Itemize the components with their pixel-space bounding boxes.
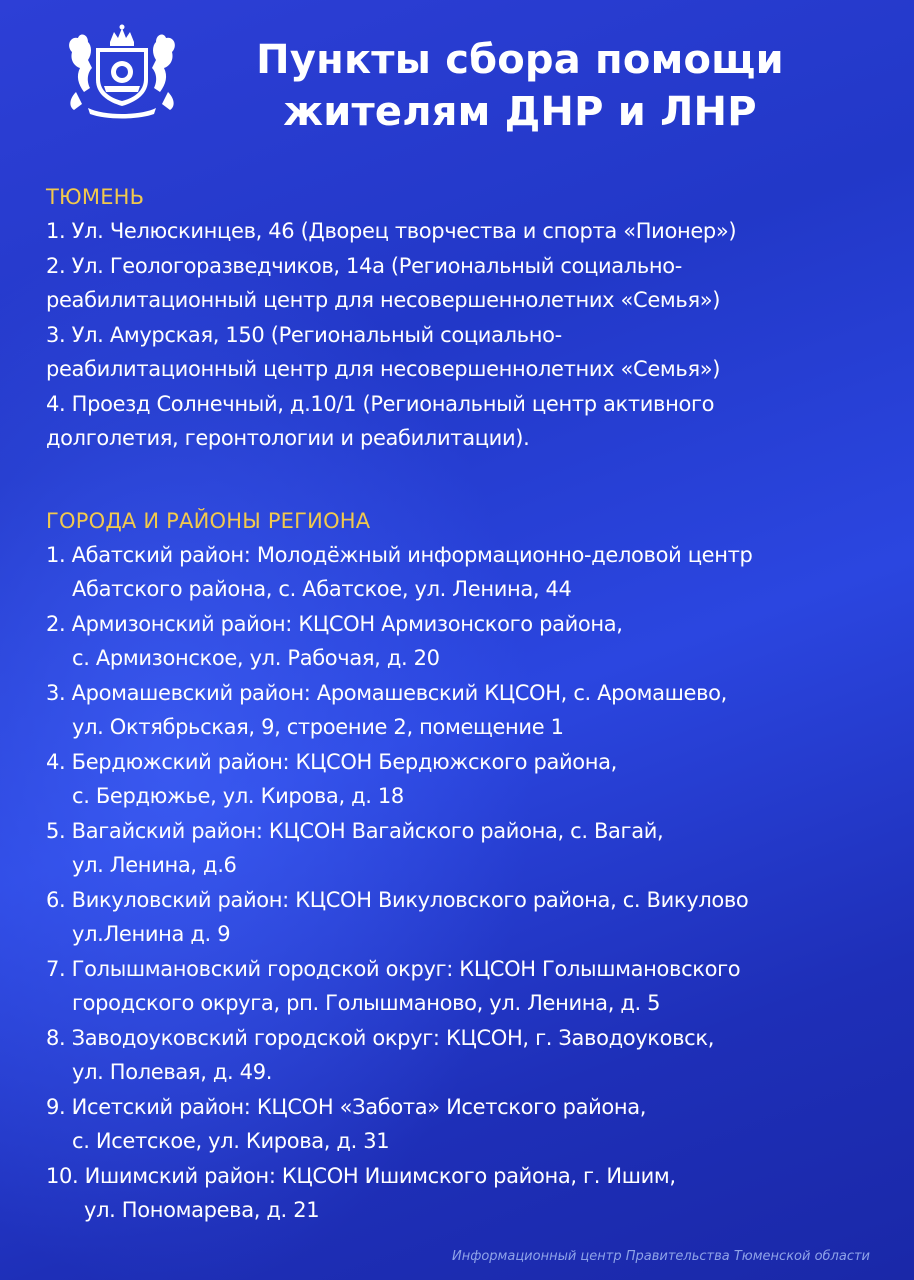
list-item	[46, 676, 896, 745]
list-item	[46, 318, 896, 387]
list-item	[46, 952, 896, 1021]
item-line: реабилитационный центр для несовершеннолетних «Семья»)	[46, 288, 721, 312]
list-item	[46, 249, 896, 318]
section-tyumen	[46, 180, 896, 456]
footer-credit: Информационный центр Правительства Тюменской области	[452, 1249, 870, 1264]
item-line: 9. Исетский район: КЦСОН «Забота» Исетского района,	[46, 1094, 647, 1119]
item-line: 4. Проезд Солнечный, д.10/1 (Региональный центр активного	[46, 391, 715, 416]
item-line: ул. Октябрьская, 9, строение 2, помещение 1	[72, 715, 564, 739]
page-title	[205, 34, 835, 138]
item-line: с. Исетское, ул. Кирова, д. 31	[72, 1129, 390, 1153]
section-title: ГОРОДА И РАЙОНЫ РЕГИОНА	[46, 508, 371, 533]
item-line: 1. Ул. Челюскинцев, 46 (Дворец творчества и спорта «Пионер»)	[46, 219, 737, 243]
item-line: 2. Ул. Геологоразведчиков, 14а (Региональный социально-	[46, 253, 683, 278]
title-line-1: Пункты сбора помощи	[256, 37, 784, 83]
list-item	[46, 607, 896, 676]
coat-of-arms-icon	[58, 22, 186, 120]
list-item	[46, 387, 896, 456]
item-line: 10. Ишимский район: КЦСОН Ишимского района, г. Ишим,	[46, 1163, 676, 1188]
item-line: ул. Полевая, д. 49.	[72, 1060, 273, 1084]
section-title: ТЮМЕНЬ	[46, 185, 145, 209]
list-item	[46, 745, 896, 814]
header	[0, 0, 914, 170]
item-line: долголетия, геронтологии и реабилитации).	[46, 426, 530, 450]
content	[46, 180, 896, 1228]
list-item	[46, 1159, 896, 1228]
list-item	[46, 1021, 896, 1090]
item-line: с. Армизонское, ул. Рабочая, д. 20	[72, 646, 440, 670]
item-line: ул. Пономарева, д. 21	[84, 1198, 320, 1222]
item-line: 3. Ул. Амурская, 150 (Региональный социально-	[46, 322, 562, 347]
item-line: 1. Абатский район: Молодёжный информационно-деловой центр	[46, 542, 753, 567]
list-item	[46, 883, 896, 952]
item-line: ул. Ленина, д.6	[72, 853, 237, 877]
section-spacer	[46, 456, 896, 504]
item-line: реабилитационный центр для несовершеннолетних «Семья»)	[46, 357, 721, 381]
item-line: с. Бердюжье, ул. Кирова, д. 18	[72, 784, 404, 808]
item-line: ул.Ленина д. 9	[72, 922, 231, 946]
item-line: 5. Вагайский район: КЦСОН Вагайского района, с. Вагай,	[46, 818, 664, 843]
item-line: 7. Голышмановский городской округ: КЦСОН Голышмановского	[46, 956, 741, 981]
item-line: городского округа, рп. Голышманово, ул. Ленина, д. 5	[72, 991, 661, 1015]
address-list	[46, 214, 896, 456]
item-line: Абатского района, с. Абатское, ул. Ленина, 44	[72, 577, 572, 601]
item-line: 6. Викуловский район: КЦСОН Викуловского района, с. Викулово	[46, 887, 749, 912]
section-regions	[46, 504, 896, 1228]
address-list	[46, 538, 896, 1228]
item-line: 4. Бердюжский район: КЦСОН Бердюжского района,	[46, 749, 618, 774]
item-line: 3. Аромашевский район: Аромашевский КЦСОН, с. Аромашево,	[46, 680, 727, 705]
list-item	[46, 1090, 896, 1159]
item-line: 8. Заводоуковский городской округ: КЦСОН, г. Заводоуковск,	[46, 1025, 715, 1050]
list-item	[46, 538, 896, 607]
list-item	[46, 214, 896, 249]
title-line-2: жителям ДНР и ЛНР	[283, 89, 757, 135]
item-line: 2. Армизонский район: КЦСОН Армизонского района,	[46, 611, 623, 636]
list-item	[46, 814, 896, 883]
